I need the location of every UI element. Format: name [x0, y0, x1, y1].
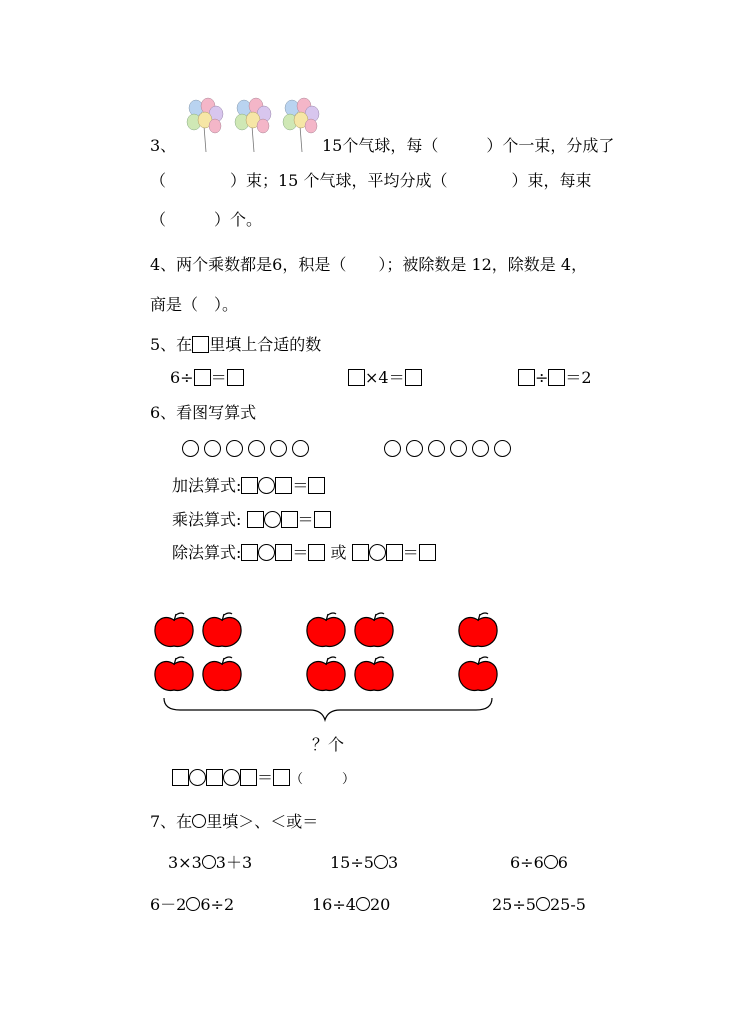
- compare-circle[interactable]: [374, 855, 388, 869]
- circle: [472, 440, 489, 457]
- answer-box[interactable]: [308, 477, 325, 494]
- answer-box[interactable]: [275, 544, 292, 561]
- expr-left: 15÷5: [330, 853, 374, 872]
- q5-eq2: [348, 368, 422, 388]
- unit-paren: （ ）: [290, 772, 356, 787]
- q7-title-a: 7、在: [150, 812, 193, 831]
- circle: [292, 440, 309, 457]
- apples-illustration: [150, 604, 510, 724]
- apple-icon: [355, 657, 393, 690]
- circle: [248, 440, 265, 457]
- answer-box[interactable]: [386, 544, 403, 561]
- q7-r1c1: [168, 853, 252, 873]
- q5-eq3: [518, 368, 592, 388]
- q6-title: 6、看图写算式: [150, 403, 257, 422]
- operator-circle[interactable]: [258, 477, 275, 494]
- circle: [428, 440, 445, 457]
- answer-box[interactable]: [172, 769, 189, 786]
- q6-addition: [172, 476, 325, 496]
- q4-line2: 商是（ ）。: [150, 295, 239, 314]
- compare-circle[interactable]: [544, 855, 558, 869]
- or-text: 或: [330, 543, 347, 562]
- q7-r2c1: [150, 895, 234, 915]
- answer-box[interactable]: [241, 544, 258, 561]
- answer-box[interactable]: [206, 769, 223, 786]
- expr-right: 25-5: [549, 895, 586, 914]
- equals-sign: ＝: [257, 768, 274, 787]
- q5-eq1: [170, 368, 244, 388]
- apple-icon: [459, 657, 497, 690]
- q5-title-b: 里填上合适的数: [209, 335, 322, 354]
- apple-icon: [307, 613, 345, 646]
- q7-r2c3: [492, 895, 586, 915]
- answer-box[interactable]: [518, 369, 535, 386]
- answer-box: [192, 336, 209, 353]
- expr-right: 6: [557, 853, 568, 872]
- q7-title-b: 里填＞、＜或＝: [206, 812, 319, 831]
- q5-eq3-text: ＝2: [565, 368, 592, 387]
- apple-icon: [459, 613, 497, 646]
- circle-group-1: [182, 440, 309, 457]
- q7-r1c2: [330, 853, 398, 873]
- q5-title-a: 5、在: [150, 335, 193, 354]
- apple-icon: [203, 657, 241, 690]
- compare-circle[interactable]: [536, 897, 550, 911]
- divide-sign: ÷: [535, 368, 549, 387]
- multiplication-label: 乘法算式:: [172, 510, 242, 529]
- answer-box[interactable]: [281, 511, 298, 528]
- apple-icon: [307, 657, 345, 690]
- q6-division: [172, 543, 436, 563]
- expr-right: 3: [387, 853, 399, 872]
- answer-box[interactable]: [308, 544, 325, 561]
- q7-r1c3: [510, 853, 568, 873]
- addition-label: 加法算式:: [172, 476, 242, 495]
- q3-line1: 15个气球，每（ ）个一束，分成了: [322, 136, 615, 155]
- compare-circle: [192, 814, 206, 828]
- compare-circle[interactable]: [356, 897, 370, 911]
- equals-sign: ＝: [210, 368, 227, 387]
- apple-icon: [355, 613, 393, 646]
- expr-right: 6÷2: [200, 895, 235, 914]
- expr-right: 20: [369, 895, 391, 914]
- equals-sign: ＝: [292, 543, 309, 562]
- expr-left: 3×3: [168, 853, 202, 872]
- circle: [450, 440, 467, 457]
- answer-box[interactable]: [227, 369, 244, 386]
- answer-box[interactable]: [194, 369, 211, 386]
- equals-sign: ＝: [292, 476, 309, 495]
- answer-box[interactable]: [273, 769, 290, 786]
- equals-sign: ＝: [402, 543, 419, 562]
- q5-title: [150, 335, 321, 355]
- apple-icon: [155, 657, 193, 690]
- q3-line3: （ ）个。: [150, 210, 263, 229]
- q7-title: [150, 812, 318, 832]
- circle-group-2: [384, 440, 511, 457]
- expr-left: 6－2: [150, 895, 187, 914]
- expr-left: 25÷5: [492, 895, 536, 914]
- apple-icon: [155, 613, 193, 646]
- answer-box[interactable]: [348, 369, 365, 386]
- answer-box[interactable]: [241, 477, 258, 494]
- answer-box[interactable]: [548, 369, 565, 386]
- balloon-bunch-2: [235, 98, 271, 152]
- circle: [182, 440, 199, 457]
- operator-circle[interactable]: [369, 544, 386, 561]
- question-count: ？个: [312, 735, 345, 754]
- balloon-bunch-3: [283, 98, 319, 152]
- answer-box[interactable]: [240, 769, 257, 786]
- expr-right: 3＋3: [215, 853, 253, 872]
- answer-box[interactable]: [352, 544, 369, 561]
- circle: [494, 440, 511, 457]
- q5-eq2-text: ×4＝: [365, 368, 405, 387]
- expr-left: 6÷6: [510, 853, 544, 872]
- equals-sign: ＝: [297, 510, 314, 529]
- q3-number: 3、: [150, 136, 177, 155]
- q6-multiplication: [172, 510, 331, 530]
- operator-circle[interactable]: [189, 769, 206, 786]
- q5-eq1-text: 6÷: [170, 368, 194, 387]
- answer-box[interactable]: [419, 544, 436, 561]
- circle: [204, 440, 221, 457]
- apple-icon: [203, 613, 241, 646]
- circle: [226, 440, 243, 457]
- answer-box[interactable]: [247, 511, 264, 528]
- compare-circle[interactable]: [202, 855, 216, 869]
- expr-left: 16÷4: [312, 895, 356, 914]
- operator-circle[interactable]: [258, 544, 275, 561]
- q6-total-equation: [172, 768, 355, 790]
- division-label: 除法算式:: [172, 543, 242, 562]
- operator-circle[interactable]: [223, 769, 240, 786]
- circle: [384, 440, 401, 457]
- compare-circle[interactable]: [186, 897, 200, 911]
- balloons-illustration: [186, 96, 326, 154]
- q3-line2: （ ）束；15 个气球，平均分成（ ）束，每束: [150, 171, 592, 190]
- operator-circle[interactable]: [264, 511, 281, 528]
- circle: [406, 440, 423, 457]
- answer-box[interactable]: [405, 369, 422, 386]
- balloon-bunch-1: [187, 98, 223, 152]
- q4-line1: 4、两个乘数都是6，积是（ ）；被除数是 12，除数是 4，: [150, 255, 588, 274]
- brace: [164, 698, 492, 720]
- answer-box[interactable]: [275, 477, 292, 494]
- circle: [270, 440, 287, 457]
- q7-r2c2: [312, 895, 390, 915]
- answer-box[interactable]: [314, 511, 331, 528]
